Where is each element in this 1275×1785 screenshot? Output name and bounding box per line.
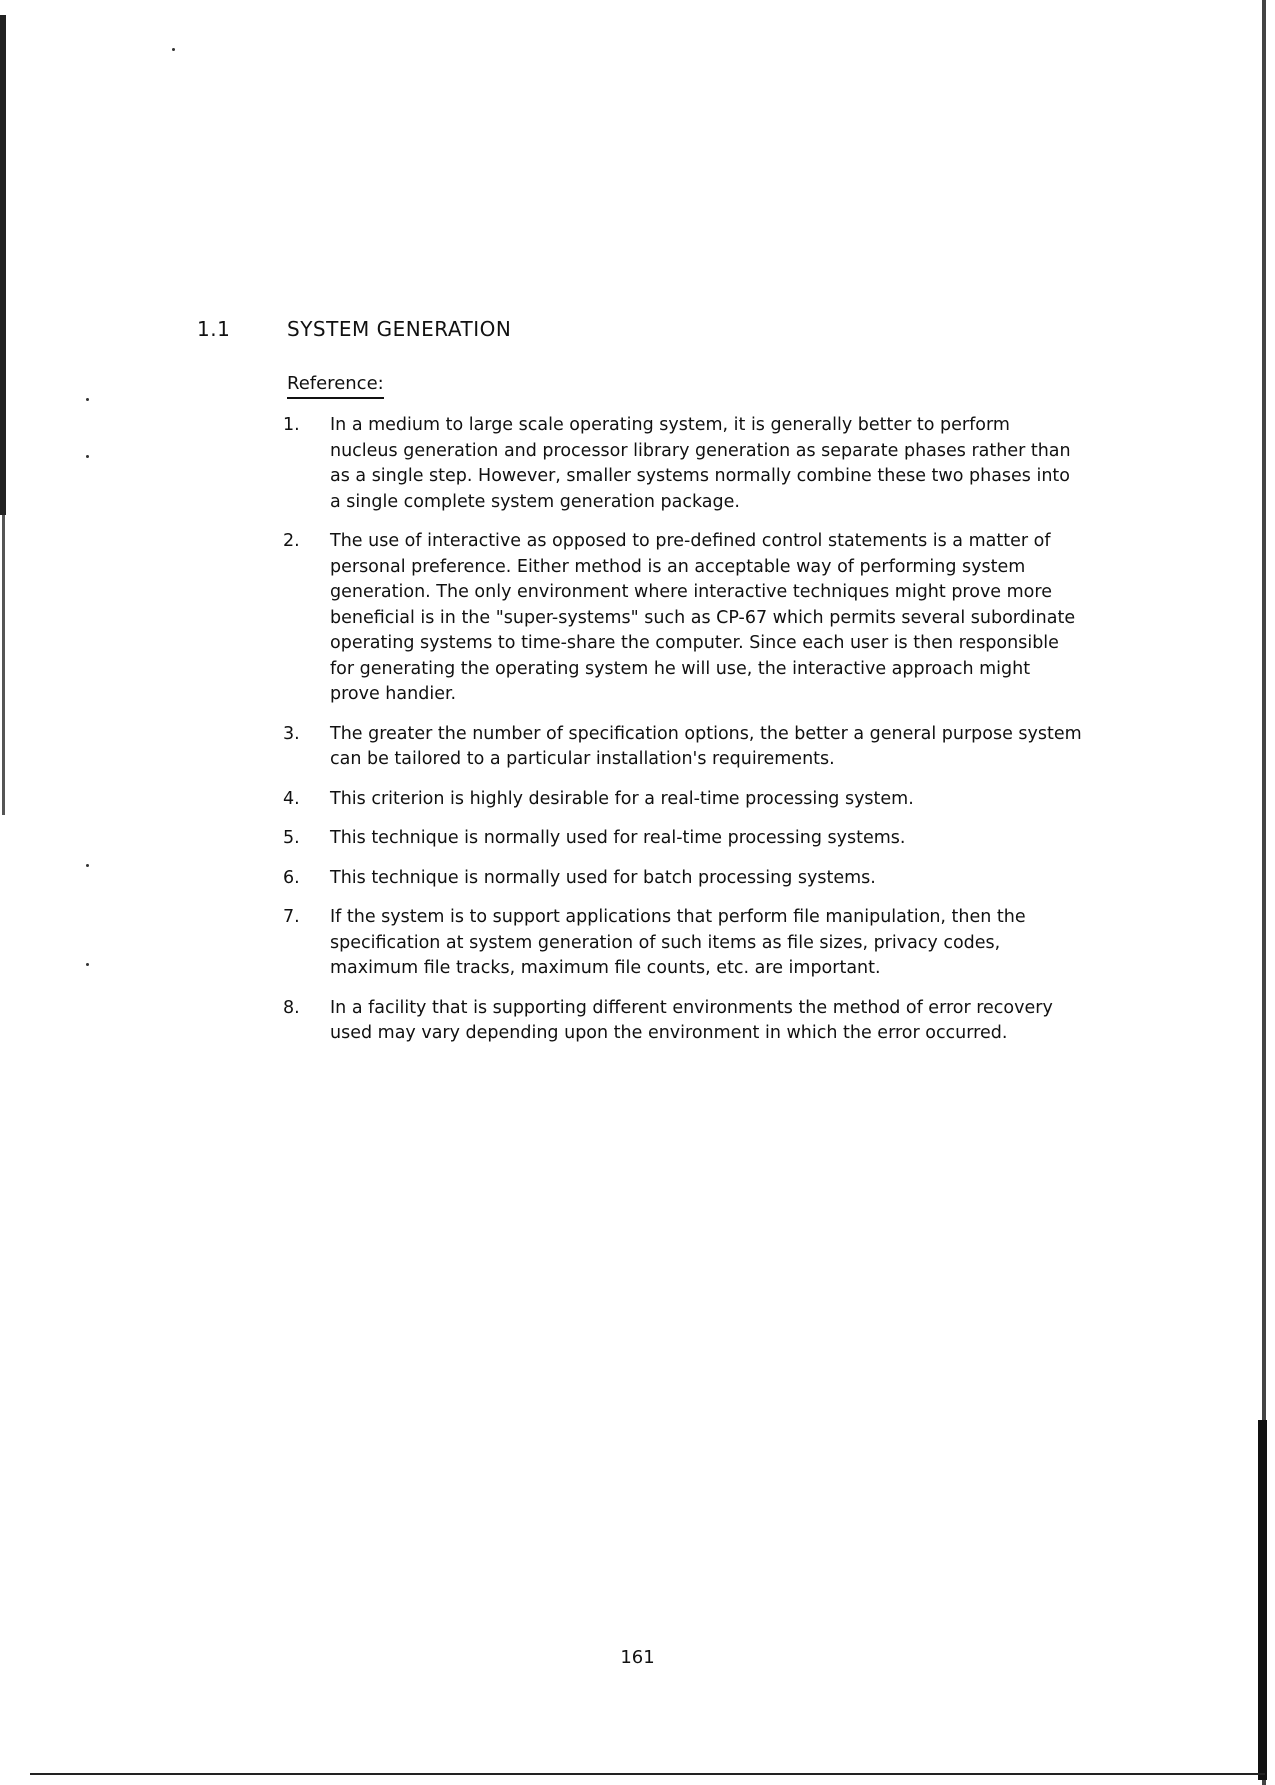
item-number: 4. [283,788,300,809]
list-item [283,826,1083,852]
scan-speck [86,455,89,458]
page-number: 161 [620,1647,655,1668]
scan-speck [86,963,89,966]
list-item [283,996,1083,1047]
item-text: In a medium to large scale operating system, it is generally better to perform nucleus generation and processor library generation as separate phases rather than as a single step. However, smaller systems normally combine these two phases into a single complete system generation package. [330,415,1071,512]
scan-edge-left [0,15,6,515]
list-item [283,529,1083,708]
scan-speck [172,48,175,51]
item-number: 1. [283,415,300,435]
list-item [283,413,1083,515]
item-text: This criterion is highly desirable for a real-time processing system. [330,788,914,809]
reference-list [283,413,1083,1061]
section-title: SYSTEM GENERATION [287,317,512,341]
list-item [283,905,1083,982]
item-text: In a facility that is supporting different environments the method of error recovery used may vary depending upon the environment in which the error occurred. [330,997,1053,1043]
scan-speck [86,398,89,401]
scan-edge-left-lower [2,515,5,815]
item-text: This technique is normally used for real-time processing systems. [330,828,906,848]
list-item [283,722,1083,773]
item-number: 5. [283,828,300,848]
item-number: 8. [283,997,300,1018]
item-text: The greater the number of specification options, the better a general purpose system can be tailored to a particular installation's requirements. [330,723,1082,769]
item-number: 7. [283,907,300,927]
section-number: 1.1 [197,317,231,341]
scan-edge-bottom [30,1773,1265,1775]
item-number: 3. [283,723,300,744]
list-item [283,866,1083,892]
reference-label: Reference: [287,373,384,399]
scan-speck [86,864,89,867]
item-text: If the system is to support applications that perform file manipulation, then the specification at system generation of such items as file sizes, privacy codes, maximum file tracks, maximum file counts, etc. are important. [330,907,1026,978]
item-text: This technique is normally used for batch processing systems. [330,867,876,888]
item-number: 6. [283,867,300,888]
scan-edge-right-lower [1258,1420,1267,1780]
item-text: The use of interactive as opposed to pre-defined control statements is a matter of personal preference. Either method is an acceptable way of performing system generation. The only environment where interactive techniques might prove more beneficial is in the "super-systems" such as CP-67 which permits several subordinate operating systems to time-share the computer. Since each user is then responsible for generating the operating system he will use, the interactive approach might prove handier. [330,531,1076,704]
item-number: 2. [283,531,300,551]
list-item [283,787,1083,813]
